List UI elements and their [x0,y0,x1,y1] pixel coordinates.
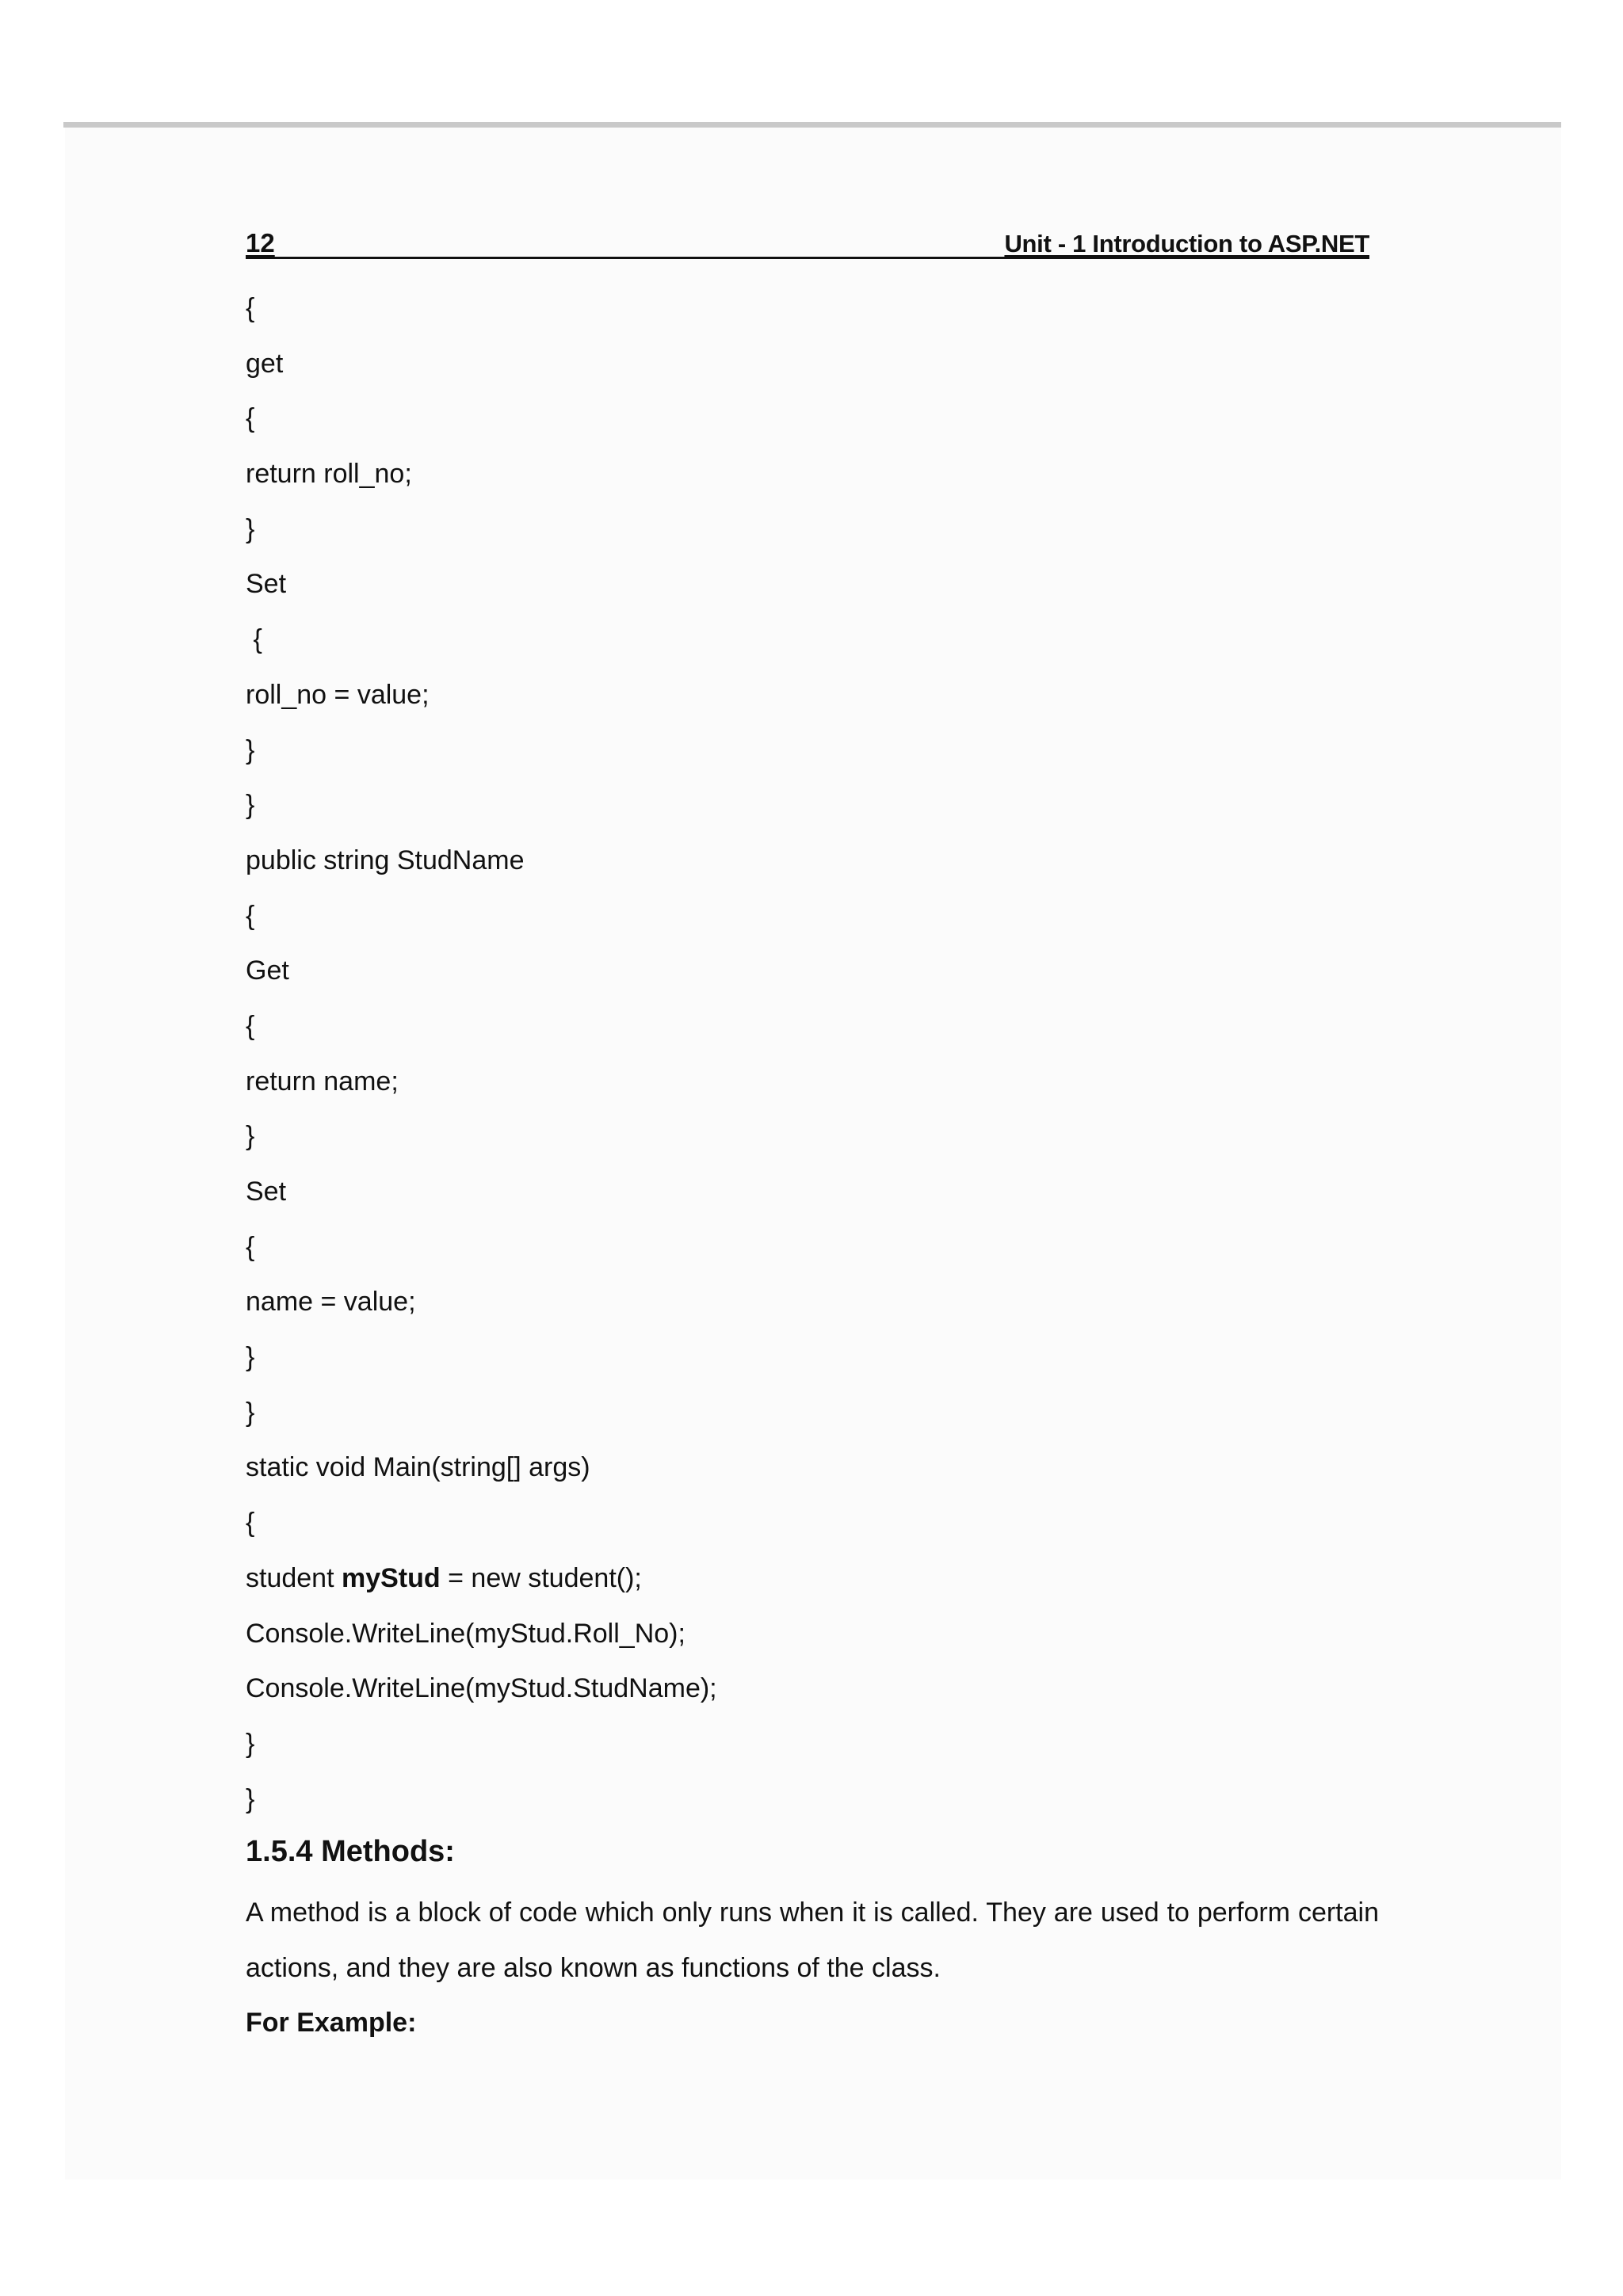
code-line: Set [246,569,287,600]
code-line: } [246,1342,255,1373]
code-line: } [246,1783,255,1814]
code-text: = new student(); [440,1562,642,1593]
code-line: { [246,900,255,931]
code-line: Console.WriteLine(myStud.Roll_No); [246,1618,685,1649]
code-line: { [246,1231,255,1262]
code-line: } [246,790,255,821]
code-line: { [246,1010,255,1041]
code-line: return roll_no; [246,459,412,490]
code-text-bold: myStud [341,1562,441,1593]
code-line: { [246,293,255,323]
code-line: } [246,1121,255,1152]
example-label: For Example: [246,2008,417,2038]
code-line: Console.WriteLine(myStud.StudName); [246,1673,717,1704]
code-line: { [246,403,255,434]
code-line: } [246,513,255,544]
code-line: return name; [246,1066,399,1097]
top-border-rule [63,122,1561,128]
page-number: 12 [246,228,275,257]
code-line: public string StudName [246,845,525,875]
code-block [246,287,1369,1833]
code-line: get [246,348,284,379]
code-line: Get [246,955,289,986]
code-line: roll_no = value; [246,679,430,710]
code-line: } [246,734,255,765]
code-line: } [246,1728,255,1759]
code-line: } [246,1397,255,1428]
running-title: Unit - 1 Introduction to ASP.NET [1004,230,1369,257]
code-line: static void Main(string[] args) [246,1452,590,1483]
code-line: name = value; [246,1287,416,1318]
body-paragraph: A method is a block of code which only runs when it is called. They are used to perform certain actions, and they are also known as functions of the class. [246,1897,1379,1983]
section-heading: 1.5.4 Methods: [246,1835,455,1868]
code-line: { [246,624,262,655]
code-line-instantiation [246,1557,1369,1612]
code-line: { [246,1508,255,1539]
code-line: Set [246,1177,287,1207]
code-text: student [246,1562,342,1593]
page-header [246,223,1369,259]
